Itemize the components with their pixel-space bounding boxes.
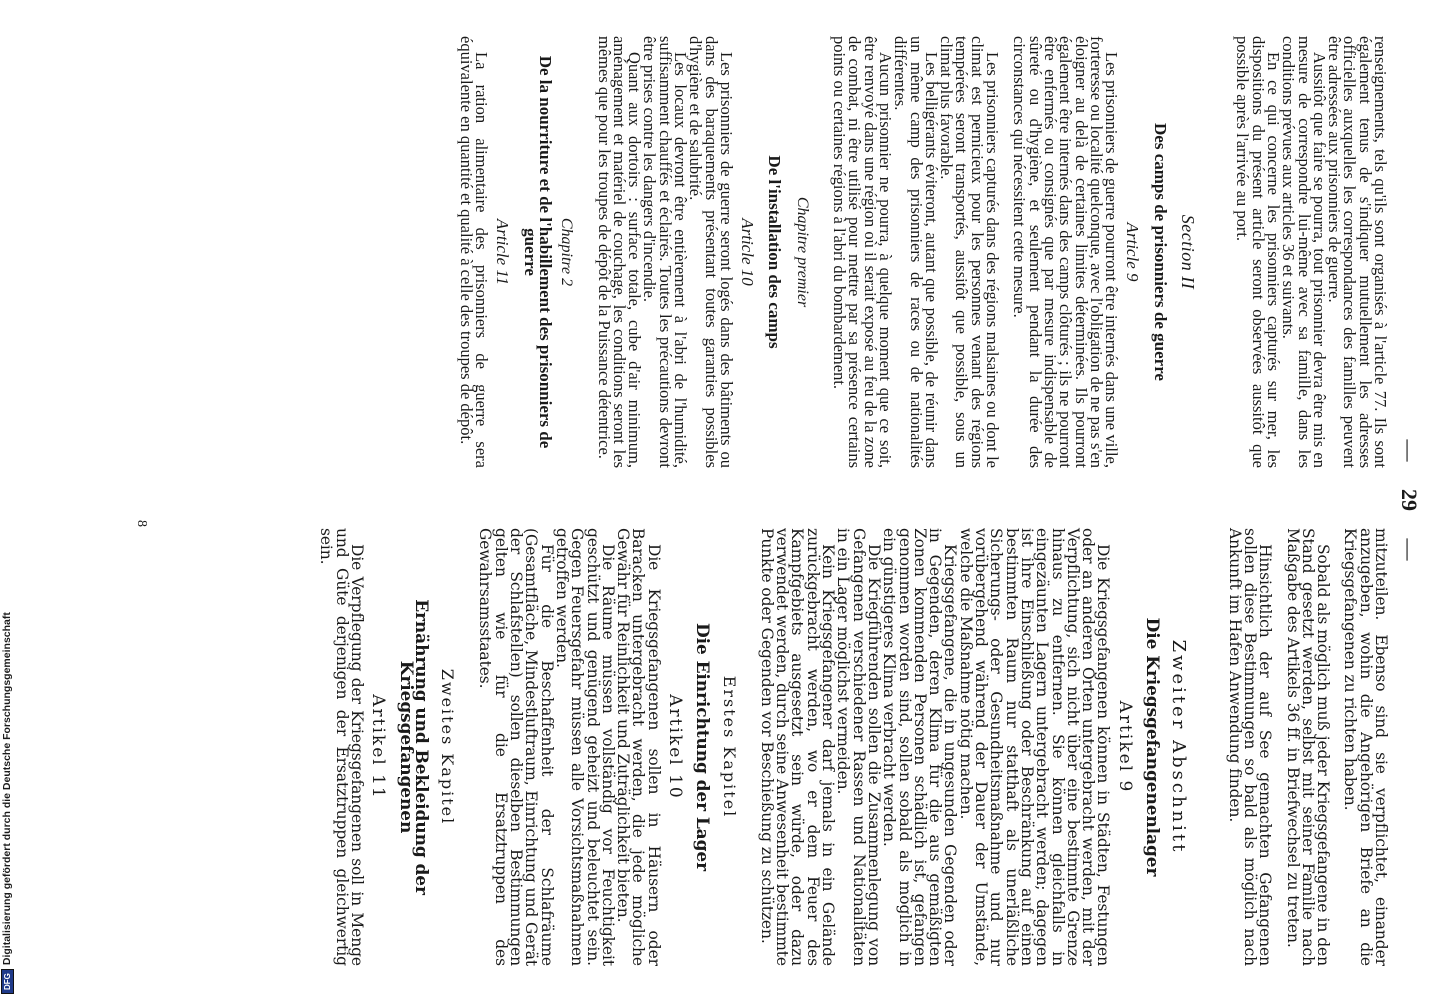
- dfg-logo: DFG: [1, 969, 14, 994]
- french-article9-p1: Les prisonniers de guerre pourront être internés dans une ville, forteresse ou localité quelconque, avec l'obligation de ne pas s'en éloigner au delà de certaines limites déterminées. Ils pourront également être internés dans des camps clôturés ; ils ne pourront être enfermés ou consignés que par mesure indispensable de sûreté ou d'hygiène, et seulement pendant la durée des circonstances qui nécessitent cette mesure.: [1010, 36, 1122, 468]
- german-article-11: Artikel 11: [368, 694, 389, 800]
- german-section: Zweiter Abschnitt: [1168, 639, 1190, 855]
- french-intro-p1: renseignements, tels qu'ils sont organisés à l'article 77. Ils sont également tenus de s'indiquer mutuellement les adresses officielles auxquelles les correspondances des familles peuvent être adressées aux prisonniers de guerre.: [1325, 36, 1390, 468]
- french-article10-p3: Quant aux dortoirs : surface totale, cube d'air minimum, aménagement et matériel de couchage, les conditions seront les mêmes que pour les troupes de dépôt de la Puissance détentrice.: [594, 36, 645, 468]
- german-article-9: Artikel 9: [1114, 700, 1135, 794]
- german-article9-p4: Kein Kriegsgefangener darf jemals in ein Gelände zurückgebracht werden, wo er dem Feuer des Kampfgebiets ausgesetzt sein würde, oder dazu verwendet werden, durch seine Anwesenheit bestimmte Punkte oder Gegenden vor Beschießung zu schützen.: [757, 528, 838, 966]
- french-article11-p1: La ration alimentaire des prisonniers de guerre sera équivalente en quantité et qualité à celle des troupes de dépôt.: [456, 36, 492, 468]
- french-chapter-1: Chapitre premier: [793, 196, 811, 308]
- french-article-10: Article 10: [738, 218, 758, 286]
- german-chapter2-title: Ernährung und Bekleidung der Kriegsgefangenen: [395, 599, 431, 895]
- german-article-10: Artikel 10: [665, 694, 686, 800]
- german-intro-p3: Hinsichtlich der auf See gemachten Gefangenen sollen diese Bestimmungen so bald als möglich nach Ankunft im Hafen Anwendung finden.: [1225, 528, 1275, 966]
- french-article-11: Article 11: [493, 218, 513, 286]
- page-dash-right: —: [1397, 538, 1422, 561]
- german-article10-p3: Für die Beschaffenheit der Schlafräume (Gesamtfläche, Mindestluftraum, Einrichtung und Gerät der Schlafstellen) sollen dieselben Bestimmungen gelten wie für die Ersatztruppen des Gewahrsamsstaates.: [476, 528, 556, 966]
- german-article10-p2: Die Räume müssen vollständig vor Feuchtigkeit geschützt und genügend geheizt und beleuchtet sein. Gegen Feuersgefahr müssen alle Vorsichtsmaßnahmen getroffen werden.: [552, 528, 617, 966]
- signature-mark: 8: [134, 520, 149, 527]
- german-article9-p3: Die Kriegführenden sollen die Zusammenlegung von Gefangenen verschiedener Rassen und Nationalitäten in ein Lager möglichst vermeiden.: [834, 528, 883, 966]
- page-number: 29: [1397, 489, 1422, 511]
- french-article10-p2: Les locaux devront être entièrement à l'abri de l'humidité, suffisamment chauffés et éclairés. Toutes les précautions devront être prises contre les dangers d'incendie.: [640, 36, 691, 468]
- french-chapter1-title: De l'installation des camps: [765, 155, 785, 349]
- german-article9-p2: Kriegsgefangene, die in ungesunden Gegenden oder in Gegenden, deren Klima für die aus gemäßigten Zonen kommenden Personen schädlich ist, gefangen genommen worden sind, sollen sobald als möglich in ein günstigeres Klima verbracht werden.: [880, 528, 960, 966]
- german-intro-p2: Sobald als möglich muß jeder Kriegsgefangene in den Stand gesetzt werden, selbst mit seiner Familie nach Maßgabe des Artikels 36 ff. in Briefwechsel zu treten.: [1283, 528, 1333, 966]
- french-article9-p2: Les prisonniers capturés dans des régions malsaines ou dont le climat est pernicieux pour les personnes venant des régions tempérées seront transportés, aussitôt que possible, sous un climat plus favorable.: [937, 36, 1003, 468]
- french-section: Section II: [1178, 214, 1199, 290]
- german-chapter-2: Zweites Kapitel: [438, 668, 458, 826]
- french-intro-p3: En ce qui concerne les prisonniers capturés sur mer, les dispositions du présent article seront observées aussitôt que possible après l'arrivée au port.: [1233, 36, 1283, 468]
- french-column: [458, 36, 1388, 468]
- french-article-9: Article 9: [1123, 222, 1143, 282]
- german-article9-p1: Die Kriegsgefangenen können in Städten, Festungen oder an anderen Orten untergebracht werden, mit der Verpflichtung, sich nicht über eine bestimmte Grenze hinaus zu entfernen. Sie können gleichfalls in eingezäunten Lagern untergebracht werden; dagegen ist ihre Einschließung oder Beschränkung auf einen bestimmten Raum nur statthaft als unerläßliche Sicherungs- oder Gesundheitsmaßnahme und nur vorübergehend während der Dauer der Umstände, welche die Maßnahme nötig machen.: [956, 528, 1113, 966]
- german-article11-p1: Die Verpflegung der Kriegsgefangenen soll in Menge und Güte derjenigen der Ersatztruppen gleichwertig sein.: [317, 528, 366, 966]
- german-intro-p1: mitzuteilen. Ebenso sind sie verpflichtet, einander anzugeben, wohin die Angehörigen Briefe an die Kriegsgefangenen zu richten haben.: [1341, 528, 1390, 966]
- page-dash-left: —: [1397, 439, 1422, 462]
- french-chapter2-title: De la nourriture et de l'habillement des prisonniers de guerre: [520, 55, 555, 449]
- german-section-title: Die Kriegsgefangenenlager: [1142, 617, 1163, 877]
- page-number-line: [1396, 0, 1422, 1000]
- german-chapter1-title: Die Einrichtung der Lager: [692, 623, 713, 871]
- german-article10-p1: Die Kriegsgefangenen sollen in Häusern oder Baracken untergebracht werden, die jede mögliche Gewähr für Reinlichkeit und Zuträglichkeit bieten.: [614, 528, 663, 966]
- french-article9-p3: Les belligérants éviteront, autant que possible, de réunir dans un même camp des prisonniers de races ou de nationalités différentes.: [891, 36, 941, 468]
- french-chapter-2: Chapitre 2: [558, 217, 576, 287]
- french-intro-p2: Aussitôt que faire se pourra, tout prisonnier devra être mis en mesure de correspondre lui-même avec sa famille, dans les conditions prévues aux articles 36 et suivants.: [1279, 36, 1329, 468]
- digitization-footer: [0, 0, 14, 1000]
- german-column: [318, 528, 1388, 966]
- french-article9-p4: Aucun prisonnier ne pourra, à quelque moment que ce soit, être renvoyé dans une région où il serait exposé au feu de la zone de combat, ni être utilisé pour mettre par sa présence certains points ou certaines régions à l'abri du bombardement.: [830, 36, 895, 468]
- german-chapter-1: Erstes Kapitel: [719, 675, 739, 819]
- french-article10-p1: Les prisonniers de guerre seront logés dans des bâtiments ou dans des baraquements présentant toutes garanties possibles d'hygiène et de salubrité.: [686, 36, 736, 468]
- french-section-title: Des camps de prisonniers de guerre: [1150, 123, 1170, 381]
- footer-text: Digitalisierung gefördert durch die Deutsche Forschungsgemeinschaft: [1, 612, 13, 966]
